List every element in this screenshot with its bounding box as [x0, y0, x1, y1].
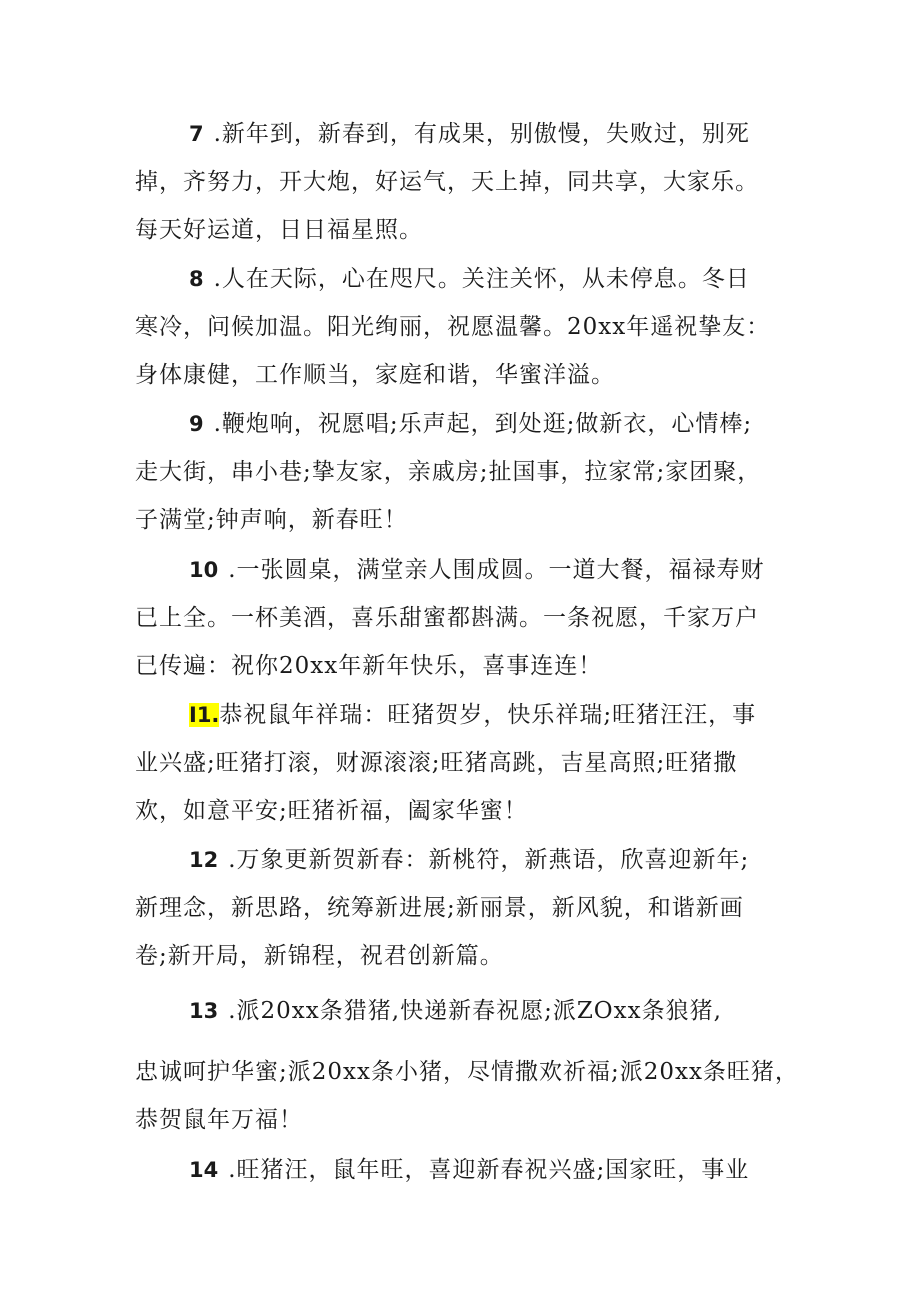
text-line: 欢，如意平安;旺猪祈福，阖家华蜜！: [135, 798, 528, 824]
item-number: 7: [189, 122, 204, 146]
text-line: 已传遍：祝你20xx年新年快乐，喜事连连！: [135, 653, 603, 679]
paragraph-12: [135, 836, 795, 980]
text-line: 恭祝鼠年祥瑞：旺猪贺岁，快乐祥瑞;旺猪汪汪，事: [219, 702, 757, 728]
highlighted-item-number: I1.: [189, 703, 220, 727]
item-number: 9: [189, 412, 204, 436]
paragraph-9: [135, 400, 795, 544]
paragraph-13: [135, 987, 795, 1035]
paragraph-10: [135, 546, 795, 690]
text-line: 卷;新开局，新锦程，祝君创新篇。: [135, 943, 504, 969]
text-line: .人在天际，心在咫尺。关注关怀，从未停息。冬日: [213, 266, 750, 292]
paragraph-14: [135, 1146, 795, 1194]
text-line: 业兴盛;旺猪打滚，财源滚滚;旺猪高跳，吉星高照;旺猪撒: [135, 750, 738, 776]
text-line: 身体康健，工作顺当，家庭和谐，华蜜洋溢。: [135, 362, 615, 388]
item-number: 8: [189, 267, 204, 291]
text-line: .鞭炮响，祝愿唱;乐声起，到处逛;做新衣，心情棒;: [213, 411, 753, 437]
text-line: 每天好运道，日日福星照。: [135, 217, 423, 243]
item-number: 14: [189, 1158, 219, 1182]
paragraph-8: [135, 255, 795, 399]
text-line: 新理念，新思路，统筹新进展;新丽景，新风貌，和谐新画: [135, 895, 744, 921]
text-line: 恭贺鼠年万福！: [135, 1107, 303, 1133]
text-line: .旺猪汪，鼠年旺，喜迎新春祝兴盛;国家旺，事业: [228, 1157, 750, 1183]
item-number: 12: [189, 848, 219, 872]
paragraph-13-continued: [135, 1048, 799, 1144]
text-line: .新年到，新春到，有成果，别傲慢，失败过，别死: [213, 121, 750, 147]
text-line: .万象更新贺新春：新桃符，新燕语，欣喜迎新年;: [228, 847, 750, 873]
text-line: 子满堂;钟声响，新春旺！: [135, 507, 408, 533]
text-line: 已上全。一杯美酒，喜乐甜蜜都斟满。一条祝愿，千家万户: [135, 605, 759, 631]
text-line: 掉，齐努力，开大炮，好运气，天上掉，同共享，大家乐。: [135, 169, 759, 195]
text-line: .派20xx条猎猪,快递新春祝愿;派ZOxx条狼猪,: [228, 998, 722, 1024]
paragraph-7: [135, 110, 795, 254]
text-line: 寒冷，问候加温。阳光绚丽，祝愿温馨。20xx年遥祝挚友：: [135, 314, 771, 340]
text-line: .一张圆桌，满堂亲人围成圆。一道大餐，福禄寿财: [228, 557, 765, 583]
paragraph-11: [135, 691, 795, 835]
item-number: 10: [189, 558, 219, 582]
text-line: 走大街，串小巷;挚友家，亲戚房;扯国事，拉家常;家团聚，: [135, 459, 762, 485]
text-line: 忠诚呵护华蜜;派20xx条小猪，尽情撒欢祈福;派20xx条旺猪，: [135, 1059, 799, 1085]
item-number: 13: [189, 999, 219, 1023]
